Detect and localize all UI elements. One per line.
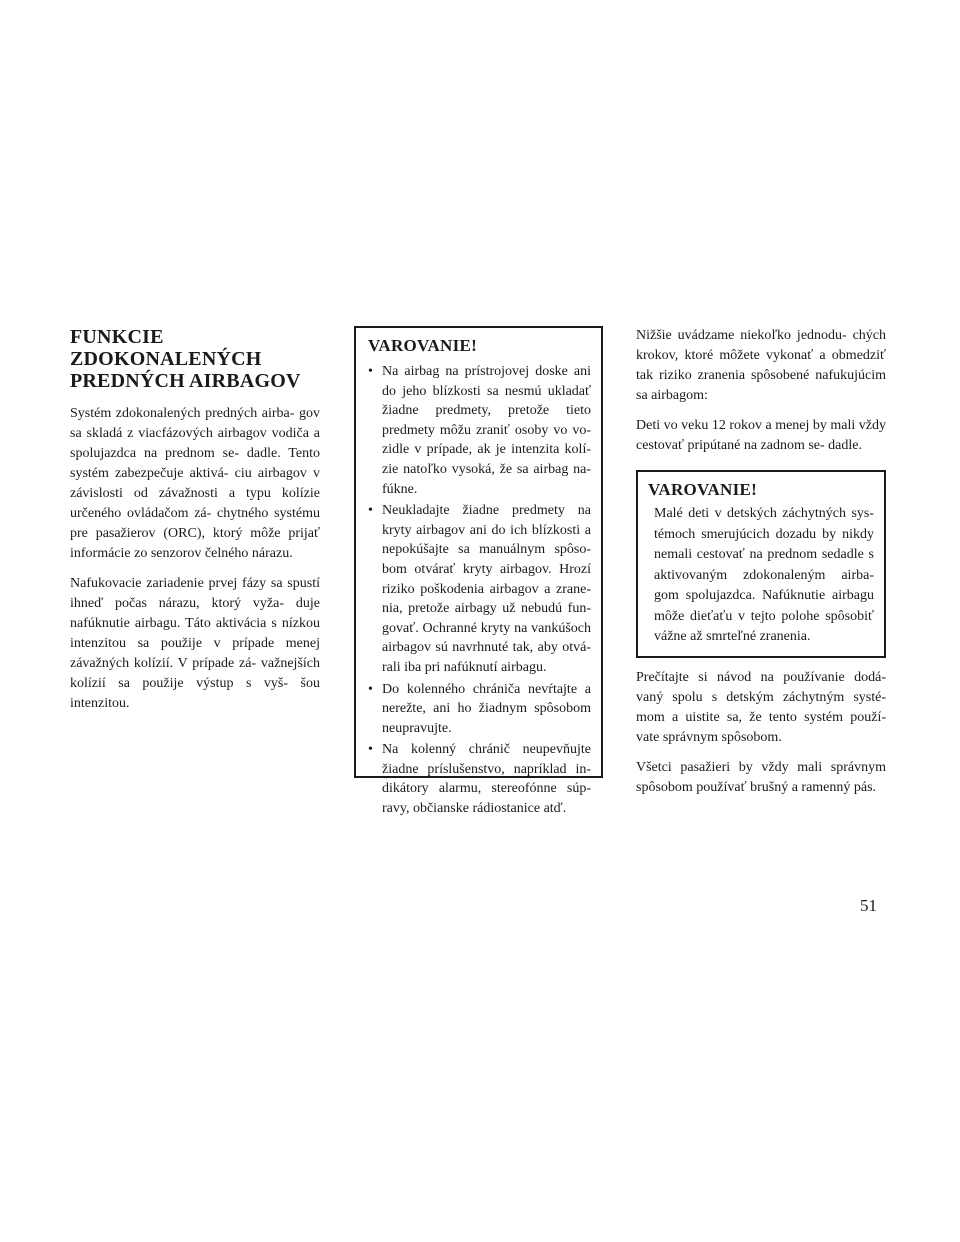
- page-number: 51: [860, 896, 877, 915]
- warning-list: [368, 362, 591, 819]
- body-paragraph: Systém zdokonalených predných airba- gov sa skladá z viacfázových airbagov vodiča a spolujazdca na prednom se- dadle. Tento systém zabezpečuje aktivá- ciu airbagov v závislosti od závažnosti a typu kolízie určeného ovládačom zá- chytného systému pre pasažierov (ORC), ktorý môže prijať informácie zo senzorov čelného nárazu.: [70, 406, 320, 561]
- body-paragraph: Prečítajte si návod na používanie dodá- vaný spolu s detským záchytným systé- mom a uistite sa, že tento systém použí- vate správnym spôsobom.: [636, 669, 886, 745]
- warning-item: • Neukladajte žiadne predmety na kryty airbagov ani do ich blízkosti a nepokúšajte sa manuálnym spôso- bom otvárať kryty airbagov. Hrozí riziko poškodenia airbagov a zrane- nia, pretože airbagy už nebudú fun- govať. Ochranné kryty na vankúšoch airbagov sú navrhnuté tak, aby otvá- rali iba pri nafúknutí airbagu.: [368, 501, 591, 677]
- body-paragraph: Nižšie uvádzame niekoľko jednodu- chých krokov, ktoré môžete vykonať a obmedziť tak riziko zranenia spôsobené nafukujúcim sa airbagom:: [636, 328, 886, 403]
- warning-box: [636, 470, 886, 658]
- body-paragraph: Deti vo veku 12 rokov a menej by mali vždy cestovať pripútané na zadnom se- dadle.: [636, 418, 886, 453]
- section-heading: FUNKCIE ZDOKONALENÝCH PREDNÝCH AIRBAGOV: [70, 326, 301, 392]
- body-paragraph: Nafukovacie zariadenie prvej fázy sa spustí ihneď počas nárazu, ktorý vyža- duje nafúknutie airbagu. Táto aktivácia s nízkou intenzitou sa použije v prípade menej závažných kolízií. V prípade zá- važnejších kolízií sa použije výstup s vyš- šou intenzitou.: [70, 576, 320, 711]
- right-column: [636, 326, 886, 808]
- warning-title: VAROVANIE!: [368, 336, 478, 355]
- warning-item: • Na airbag na prístrojovej doske ani do jeho blízkosti sa nesmú ukladať žiadne predmety, pretože tieto predmety môžu zraniť osoby vo vo- zidle v prípade, ak je intenzita kolí- zie natoľko vysoká, že sa airbag na- fúkne.: [368, 362, 591, 499]
- warning-text: Malé deti v detských záchytných sys- témoch smerujúcich dozadu by nikdy nemali cestovať na prednom sedadle s aktivovaným zdokonaleným airba- gom spolujazdca. Nafúknutie airbagu môže dieťaťu v tejto polohe spôsobiť vážne až smrteľné zranenia.: [654, 506, 874, 644]
- warning-title: VAROVANIE!: [648, 480, 758, 499]
- warning-item: • Na kolenný chránič neupevňujte žiadne príslušenstvo, napríklad in- dikátory alarmu, stereofónne súp- ravy, občianske rádiostanice atď.: [368, 740, 591, 818]
- body-paragraph: Všetci pasažieri by vždy mali správnym spôsobom používať brušný a ramenný pás.: [636, 759, 886, 795]
- warning-item: • Do kolenného chrániča nevŕtajte a nerežte, ani ho žiadnym spôsobom neupravujte.: [368, 680, 591, 739]
- middle-column: [354, 326, 603, 817]
- left-column: [70, 326, 320, 724]
- warning-box: [354, 326, 603, 817]
